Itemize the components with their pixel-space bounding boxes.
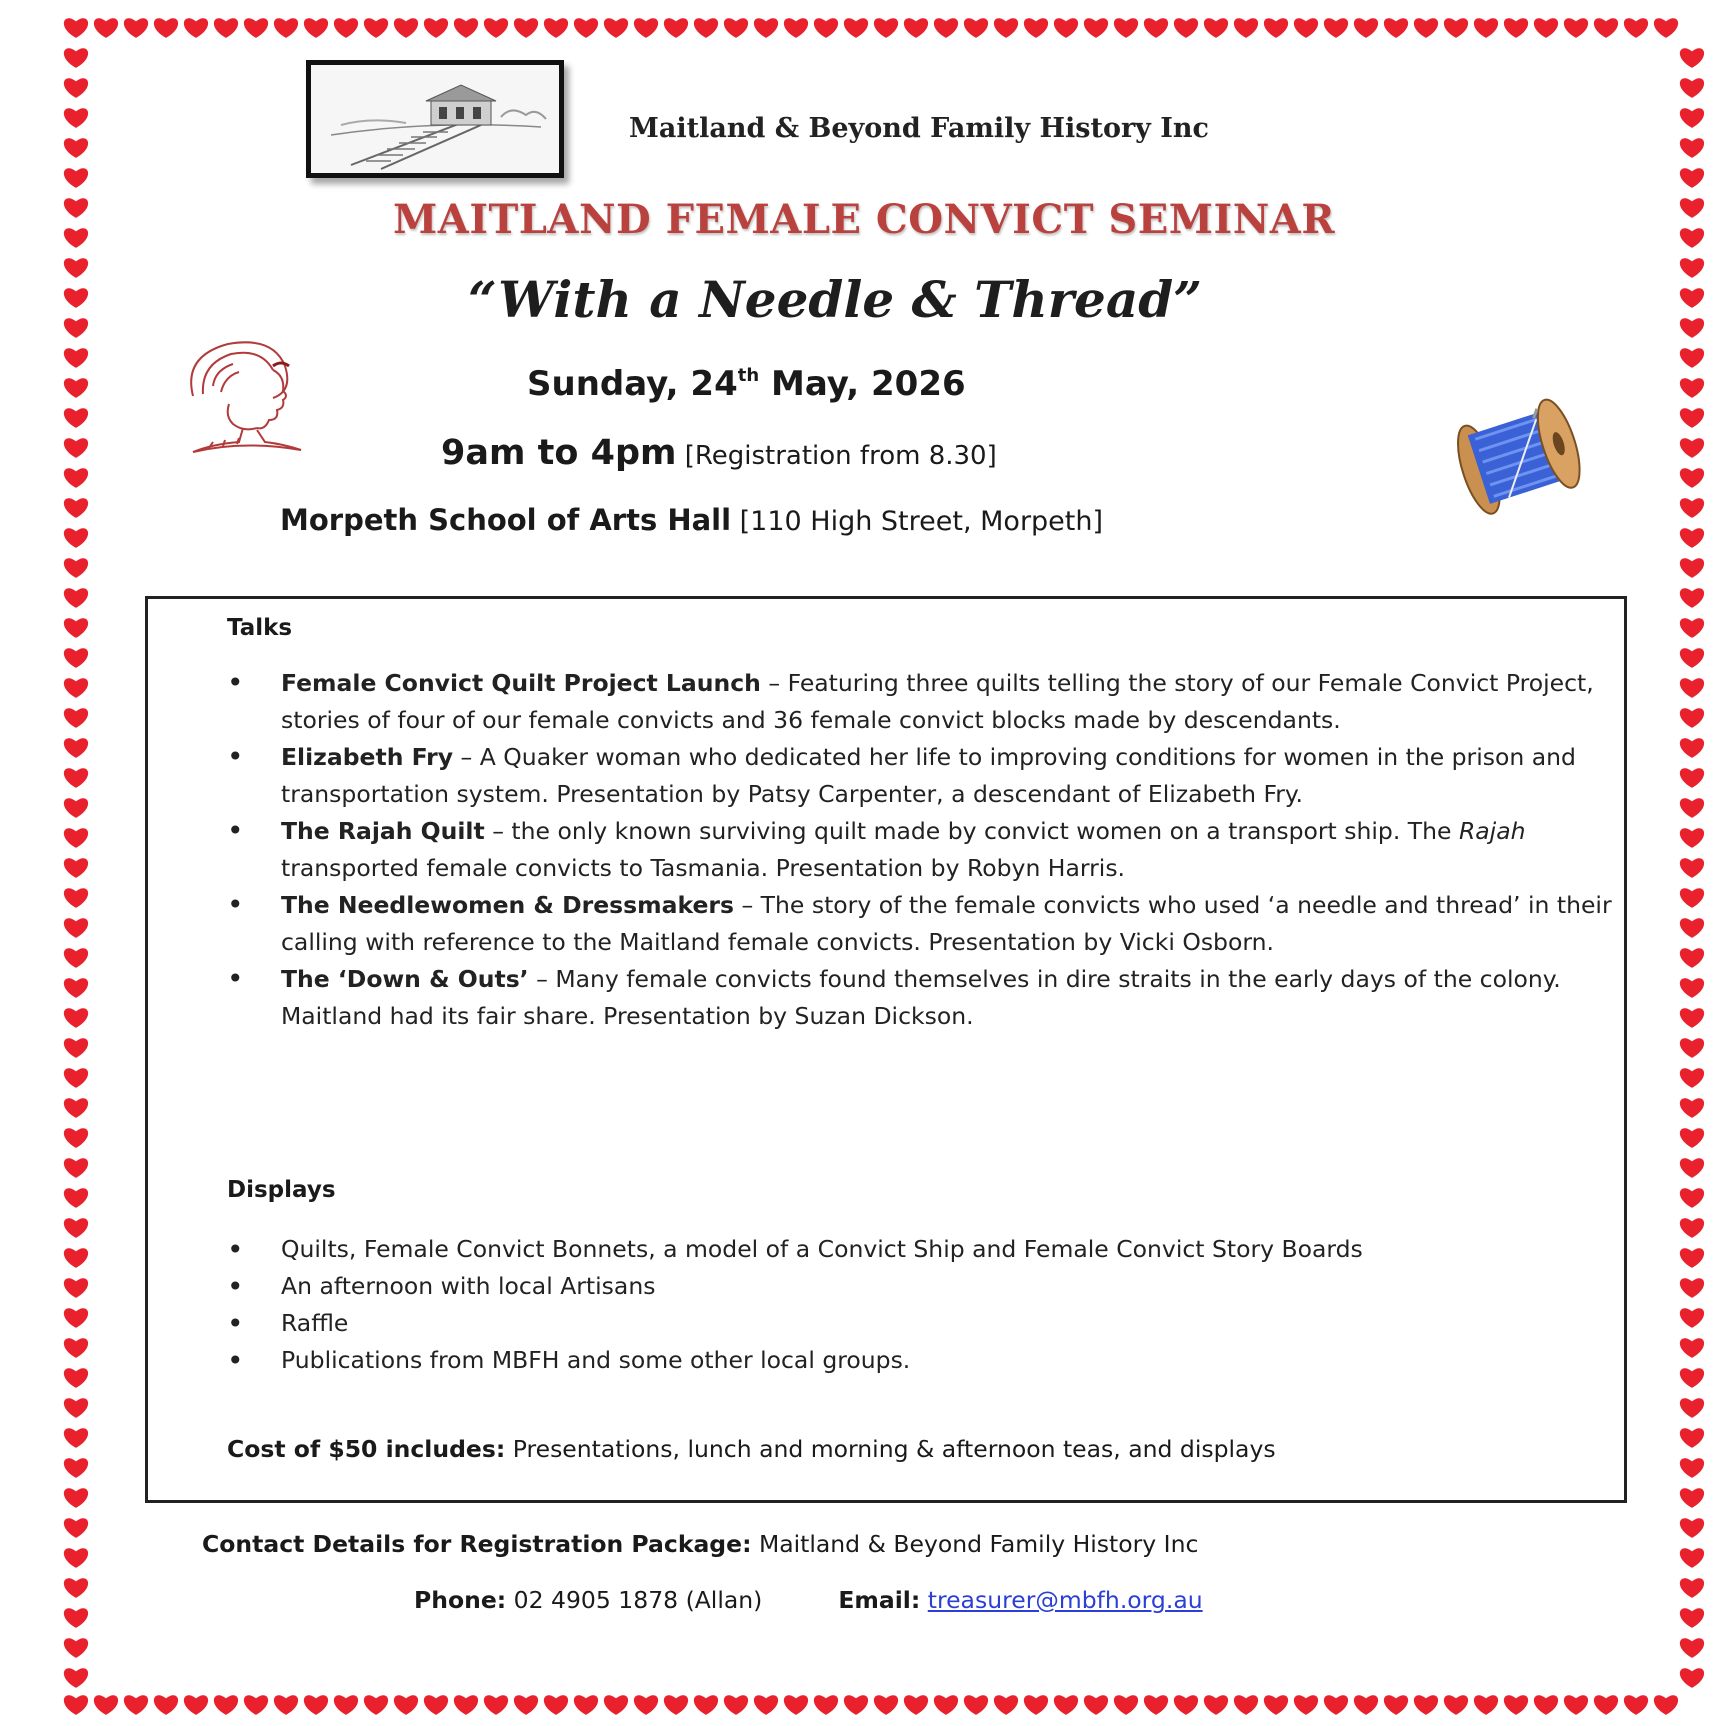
heart-border-icon bbox=[334, 1695, 358, 1715]
heart-border-icon bbox=[1294, 1695, 1318, 1715]
heart-border-icon bbox=[64, 48, 88, 68]
heart-border-icon bbox=[1680, 138, 1704, 158]
heart-border-icon bbox=[64, 1008, 88, 1028]
contact-details: Contact Details for Registration Package: Maitland & Beyond Family History Inc bbox=[202, 1530, 1199, 1558]
heart-border-icon bbox=[1680, 618, 1704, 638]
heart-border-icon bbox=[1680, 1338, 1704, 1358]
heart-border-icon bbox=[64, 708, 88, 728]
heart-border-icon bbox=[1680, 438, 1704, 458]
heart-border-icon bbox=[64, 228, 88, 248]
heart-border-icon bbox=[1504, 18, 1528, 38]
heart-border-icon bbox=[64, 108, 88, 128]
heart-border-icon bbox=[994, 1695, 1018, 1715]
heart-border-icon bbox=[1680, 1548, 1704, 1568]
heart-border-icon bbox=[814, 1695, 838, 1715]
railway-station-sketch-icon bbox=[306, 60, 564, 178]
heart-border-icon bbox=[1680, 1038, 1704, 1058]
heart-border-icon bbox=[484, 1695, 508, 1715]
heart-border-icon bbox=[64, 438, 88, 458]
heart-border-icon bbox=[64, 678, 88, 698]
heart-border-icon bbox=[1114, 18, 1138, 38]
heart-border-icon bbox=[694, 18, 718, 38]
heart-border-icon bbox=[1680, 258, 1704, 278]
heart-border-icon bbox=[1680, 408, 1704, 428]
heart-border-icon bbox=[844, 18, 868, 38]
heart-border-icon bbox=[1264, 1695, 1288, 1715]
heart-border-icon bbox=[964, 18, 988, 38]
heart-border-icon bbox=[814, 18, 838, 38]
heart-border-icon bbox=[1680, 1308, 1704, 1328]
heart-border-icon bbox=[454, 18, 478, 38]
cost-line: Cost of $50 includes: Presentations, lunch and morning & afternoon teas, and displays bbox=[227, 1435, 1276, 1463]
heart-border-icon bbox=[1024, 1695, 1048, 1715]
heart-border-icon bbox=[664, 1695, 688, 1715]
heart-border-icon bbox=[1054, 1695, 1078, 1715]
list-item: • Female Convict Quilt Project Launch – Featuring three quilts telling the story of our Female Convict Project, stories of four of our female convicts and 36 female convict blocks made by descendants. bbox=[227, 665, 1617, 738]
heart-border-icon bbox=[64, 1158, 88, 1178]
heart-border-icon bbox=[64, 978, 88, 998]
heart-border-icon bbox=[1680, 1398, 1704, 1418]
heart-border-icon bbox=[1680, 318, 1704, 338]
list-item: • The Needlewomen & Dressmakers – The story of the female convicts who used ‘a needle and thread’ in their calling with reference to the Maitland female convicts. Presentation by Vicki Osborn. bbox=[227, 887, 1617, 960]
heart-border-icon bbox=[1384, 18, 1408, 38]
heart-border-icon bbox=[64, 1668, 88, 1688]
heart-border-icon bbox=[1680, 1188, 1704, 1208]
heart-border-icon bbox=[244, 1695, 268, 1715]
heart-border-icon bbox=[274, 1695, 298, 1715]
talks-list bbox=[227, 665, 1617, 1035]
heart-border-icon bbox=[1680, 228, 1704, 248]
heart-border-icon bbox=[64, 1488, 88, 1508]
heart-border-icon bbox=[514, 1695, 538, 1715]
heart-border-icon bbox=[334, 18, 358, 38]
event-time: 9am to 4pm [Registration from 8.30] bbox=[441, 433, 997, 473]
organization-name: Maitland & Beyond Family History Inc bbox=[629, 113, 1209, 144]
seminar-subtitle: “With a Needle & Thread” bbox=[468, 270, 1202, 329]
heart-border-icon bbox=[64, 138, 88, 158]
heart-border-icon bbox=[154, 18, 178, 38]
heart-border-icon bbox=[64, 1308, 88, 1328]
heart-border-icon bbox=[64, 18, 88, 38]
heart-border-icon bbox=[544, 18, 568, 38]
heart-border-icon bbox=[1654, 1695, 1678, 1715]
heart-border-icon bbox=[1414, 18, 1438, 38]
heart-border-icon bbox=[1680, 768, 1704, 788]
heart-border-icon bbox=[94, 18, 118, 38]
heart-border-icon bbox=[544, 1695, 568, 1715]
heart-border-icon bbox=[364, 18, 388, 38]
heart-border-icon bbox=[214, 18, 238, 38]
seminar-title: MAITLAND FEMALE CONVICT SEMINAR bbox=[393, 196, 1336, 243]
heart-border-icon bbox=[64, 618, 88, 638]
email-link[interactable]: treasurer@mbfh.org.au bbox=[927, 1586, 1203, 1614]
displays-heading: Displays bbox=[227, 1177, 336, 1203]
heart-border-icon bbox=[64, 1548, 88, 1568]
heart-border-icon bbox=[1534, 18, 1558, 38]
heart-border-icon bbox=[364, 1695, 388, 1715]
heart-border-icon bbox=[64, 1428, 88, 1448]
heart-border-icon bbox=[64, 408, 88, 428]
heart-border-icon bbox=[124, 18, 148, 38]
heart-border-icon bbox=[1384, 1695, 1408, 1715]
heart-border-icon bbox=[934, 1695, 958, 1715]
heart-border-icon bbox=[304, 1695, 328, 1715]
heart-border-icon bbox=[1474, 1695, 1498, 1715]
heart-border-icon bbox=[1680, 1578, 1704, 1598]
heart-border-icon bbox=[904, 18, 928, 38]
talks-heading: Talks bbox=[227, 615, 293, 641]
heart-border-icon bbox=[1474, 18, 1498, 38]
heart-border-icon bbox=[1680, 1518, 1704, 1538]
heart-border-icon bbox=[64, 798, 88, 818]
heart-border-icon bbox=[64, 468, 88, 488]
heart-border-icon bbox=[724, 1695, 748, 1715]
event-date: Sunday, 24th May, 2026 bbox=[527, 364, 966, 404]
heart-border-icon bbox=[64, 588, 88, 608]
heart-border-icon bbox=[64, 1338, 88, 1358]
heart-border-icon bbox=[514, 18, 538, 38]
list-item: • Publications from MBFH and some other local groups. bbox=[227, 1342, 1617, 1379]
list-item: • An afternoon with local Artisans bbox=[227, 1268, 1617, 1305]
heart-border-icon bbox=[994, 18, 1018, 38]
heart-border-icon bbox=[94, 1695, 118, 1715]
heart-border-icon bbox=[64, 1695, 88, 1715]
heart-border-icon bbox=[1680, 1668, 1704, 1688]
seminar-info-box bbox=[145, 596, 1627, 1503]
list-item: • Quilts, Female Convict Bonnets, a model of a Convict Ship and Female Convict Story Boards bbox=[227, 1231, 1617, 1268]
heart-border-icon bbox=[64, 1248, 88, 1268]
heart-border-icon bbox=[1624, 1695, 1648, 1715]
heart-border-icon bbox=[1174, 1695, 1198, 1715]
heart-border-icon bbox=[214, 1695, 238, 1715]
heart-border-icon bbox=[1324, 1695, 1348, 1715]
heart-border-icon bbox=[1680, 948, 1704, 968]
heart-border-icon bbox=[1624, 18, 1648, 38]
heart-border-icon bbox=[64, 918, 88, 938]
heart-border-icon bbox=[64, 1368, 88, 1388]
heart-border-icon bbox=[1680, 1638, 1704, 1658]
heart-border-icon bbox=[1680, 1098, 1704, 1118]
heart-border-icon bbox=[1680, 528, 1704, 548]
heart-border-icon bbox=[394, 18, 418, 38]
heart-border-icon bbox=[64, 1458, 88, 1478]
heart-border-icon bbox=[634, 18, 658, 38]
heart-border-icon bbox=[1680, 738, 1704, 758]
heart-border-icon bbox=[1680, 1608, 1704, 1628]
heart-border-icon bbox=[1324, 18, 1348, 38]
heart-border-icon bbox=[64, 168, 88, 188]
heart-border-icon bbox=[1680, 1428, 1704, 1448]
heart-border-icon bbox=[64, 1128, 88, 1148]
heart-border-icon bbox=[1680, 978, 1704, 998]
heart-border-icon bbox=[634, 1695, 658, 1715]
heart-border-icon bbox=[724, 18, 748, 38]
heart-border-icon bbox=[1680, 1218, 1704, 1238]
heart-border-icon bbox=[1084, 1695, 1108, 1715]
heart-border-icon bbox=[64, 828, 88, 848]
heart-border-icon bbox=[1534, 1695, 1558, 1715]
heart-border-icon bbox=[1174, 18, 1198, 38]
heart-border-icon bbox=[1680, 648, 1704, 668]
heart-border-icon bbox=[64, 858, 88, 878]
heart-border-icon bbox=[1354, 1695, 1378, 1715]
heart-border-icon bbox=[1234, 18, 1258, 38]
heart-border-icon bbox=[694, 1695, 718, 1715]
heart-border-icon bbox=[154, 1695, 178, 1715]
heart-border-icon bbox=[64, 1578, 88, 1598]
heart-border-icon bbox=[1680, 1488, 1704, 1508]
heart-border-icon bbox=[1680, 1458, 1704, 1478]
heart-border-icon bbox=[64, 1038, 88, 1058]
heart-border-icon bbox=[1144, 18, 1168, 38]
heart-border-icon bbox=[64, 648, 88, 668]
heart-border-icon bbox=[574, 1695, 598, 1715]
heart-border-icon bbox=[64, 948, 88, 968]
heart-border-icon bbox=[184, 1695, 208, 1715]
heart-border-icon bbox=[1680, 558, 1704, 578]
heart-border-icon bbox=[754, 18, 778, 38]
heart-border-icon bbox=[664, 18, 688, 38]
heart-border-icon bbox=[844, 1695, 868, 1715]
heart-border-icon bbox=[1444, 1695, 1468, 1715]
heart-border-icon bbox=[1680, 858, 1704, 878]
heart-border-icon bbox=[1204, 18, 1228, 38]
heart-border-icon bbox=[784, 1695, 808, 1715]
heart-border-icon bbox=[64, 1188, 88, 1208]
list-item: • The ‘Down & Outs’ – Many female convicts found themselves in dire straits in the early days of the colony. Maitland had its fair share. Presentation by Suzan Dickson. bbox=[227, 961, 1617, 1034]
heart-border-icon bbox=[604, 1695, 628, 1715]
heart-border-icon bbox=[1680, 1008, 1704, 1028]
heart-border-icon bbox=[64, 1398, 88, 1418]
heart-border-icon bbox=[1114, 1695, 1138, 1715]
event-venue: Morpeth School of Arts Hall [110 High Street, Morpeth] bbox=[280, 503, 1104, 537]
heart-border-icon bbox=[1594, 18, 1618, 38]
heart-border-icon bbox=[424, 1695, 448, 1715]
heart-border-icon bbox=[1680, 288, 1704, 308]
heart-border-icon bbox=[1294, 18, 1318, 38]
heart-border-icon bbox=[1564, 1695, 1588, 1715]
heart-border-icon bbox=[64, 1098, 88, 1118]
heart-border-icon bbox=[394, 1695, 418, 1715]
heart-border-icon bbox=[1680, 378, 1704, 398]
heart-border-icon bbox=[934, 18, 958, 38]
heart-border-icon bbox=[484, 18, 508, 38]
heart-border-icon bbox=[64, 78, 88, 98]
heart-border-icon bbox=[1264, 18, 1288, 38]
heart-border-icon bbox=[604, 18, 628, 38]
list-item: • The Rajah Quilt – the only known surviving quilt made by convict women on a transport ship. The Rajah transported female convicts to Tasmania. Presentation by Robyn Harris. bbox=[227, 813, 1617, 886]
heart-border-icon bbox=[64, 1518, 88, 1538]
heart-border-icon bbox=[1504, 1695, 1528, 1715]
heart-border-icon bbox=[1444, 18, 1468, 38]
heart-border-icon bbox=[64, 528, 88, 548]
heart-border-icon bbox=[64, 288, 88, 308]
heart-border-icon bbox=[1680, 348, 1704, 368]
heart-border-icon bbox=[1680, 1248, 1704, 1268]
heart-border-icon bbox=[1084, 18, 1108, 38]
heart-border-icon bbox=[64, 348, 88, 368]
heart-border-icon bbox=[64, 318, 88, 338]
heart-border-icon bbox=[64, 198, 88, 218]
heart-border-icon bbox=[64, 738, 88, 758]
heart-border-icon bbox=[1680, 78, 1704, 98]
heart-border-icon bbox=[64, 1218, 88, 1238]
phone-number: 02 4905 1878 (Allan) bbox=[506, 1586, 763, 1614]
displays-list bbox=[227, 1231, 1617, 1379]
heart-border-icon bbox=[1654, 18, 1678, 38]
list-item: • Raffle bbox=[227, 1305, 1617, 1342]
heart-border-icon bbox=[964, 1695, 988, 1715]
heart-border-icon bbox=[1680, 1128, 1704, 1148]
heart-border-icon bbox=[1564, 18, 1588, 38]
heart-border-icon bbox=[1680, 1368, 1704, 1388]
heart-border-icon bbox=[64, 258, 88, 278]
heart-border-icon bbox=[1680, 468, 1704, 488]
heart-border-icon bbox=[274, 18, 298, 38]
heart-border-icon bbox=[304, 18, 328, 38]
heart-border-icon bbox=[1680, 1158, 1704, 1178]
heart-border-icon bbox=[1234, 1695, 1258, 1715]
heart-border-icon bbox=[64, 378, 88, 398]
heart-border-icon bbox=[184, 18, 208, 38]
heart-border-icon bbox=[1680, 198, 1704, 218]
heart-border-icon bbox=[64, 558, 88, 578]
heart-border-icon bbox=[1594, 1695, 1618, 1715]
heart-border-icon bbox=[1680, 588, 1704, 608]
heart-border-icon bbox=[124, 1695, 148, 1715]
list-item: • Elizabeth Fry – A Quaker woman who dedicated her life to improving conditions for women in the prison and transportation system. Presentation by Patsy Carpenter, a descendant of Elizabeth Fry. bbox=[227, 739, 1617, 812]
contact-phone-email: Phone: 02 4905 1878 (Allan) Email: treasurer@mbfh.org.au bbox=[414, 1586, 1203, 1614]
heart-border-icon bbox=[64, 768, 88, 788]
heart-border-icon bbox=[1144, 1695, 1168, 1715]
heart-border-icon bbox=[1414, 1695, 1438, 1715]
heart-border-icon bbox=[1680, 888, 1704, 908]
heart-border-icon bbox=[784, 18, 808, 38]
heart-border-icon bbox=[904, 1695, 928, 1715]
heart-border-icon bbox=[64, 498, 88, 518]
heart-border-icon bbox=[64, 1608, 88, 1628]
heart-border-icon bbox=[1680, 1278, 1704, 1298]
heart-border-icon bbox=[874, 1695, 898, 1715]
heart-border-icon bbox=[1204, 1695, 1228, 1715]
heart-border-icon bbox=[1680, 168, 1704, 188]
heart-border-icon bbox=[1680, 498, 1704, 518]
thread-spool-icon bbox=[1447, 396, 1595, 518]
heart-border-icon bbox=[874, 18, 898, 38]
heart-border-icon bbox=[1680, 918, 1704, 938]
heart-border-icon bbox=[64, 1638, 88, 1658]
heart-border-icon bbox=[1680, 678, 1704, 698]
heart-border-icon bbox=[1354, 18, 1378, 38]
heart-border-icon bbox=[244, 18, 268, 38]
heart-border-icon bbox=[754, 1695, 778, 1715]
bonnet-lady-icon bbox=[173, 336, 313, 458]
heart-border-icon bbox=[1680, 48, 1704, 68]
heart-border-icon bbox=[424, 18, 448, 38]
heart-border-icon bbox=[1024, 18, 1048, 38]
venue-address: [110 High Street, Morpeth] bbox=[731, 506, 1104, 537]
heart-border-icon bbox=[1054, 18, 1078, 38]
heart-border-icon bbox=[1680, 708, 1704, 728]
heart-border-icon bbox=[1680, 828, 1704, 848]
heart-border-icon bbox=[1680, 1068, 1704, 1088]
heart-border-icon bbox=[64, 888, 88, 908]
heart-border-icon bbox=[574, 18, 598, 38]
registration-time: [Registration from 8.30] bbox=[676, 441, 997, 471]
heart-border-icon bbox=[64, 1278, 88, 1298]
heart-border-icon bbox=[1680, 798, 1704, 818]
heart-border-icon bbox=[1680, 108, 1704, 128]
heart-border-icon bbox=[454, 1695, 478, 1715]
heart-border-icon bbox=[64, 1068, 88, 1088]
